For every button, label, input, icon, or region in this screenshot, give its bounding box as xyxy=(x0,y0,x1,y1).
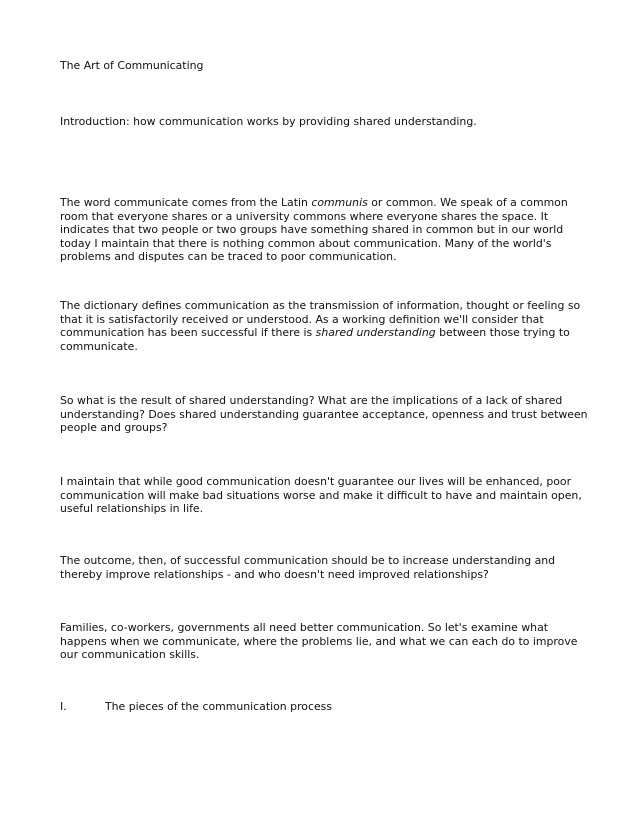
document-title: The Art of Communicating xyxy=(60,59,204,72)
section-title: The pieces of the communication process xyxy=(105,700,333,713)
italic-term-communis: communis xyxy=(311,196,368,209)
section-heading xyxy=(60,700,590,714)
paragraph-latin-origin xyxy=(60,196,590,264)
paragraph-text: The dictionary defines communication as the transmission of information, thought or feeling so that it is satisfactorily received or understood. As a working definition we'll consider that communication has been successful if there is xyxy=(60,299,581,340)
section-number: I. xyxy=(60,700,67,713)
paragraph-text: or common. We speak of a common room that everyone shares or a university commons where everyone shares the space. It indicates that two people or two groups have something shared in common but in our world today I maintain that there is nothing common about communication. Many of the world's problems and disputes can be traced to poor communication. xyxy=(60,196,568,264)
paragraph-poor-communication: I maintain that while good communication doesn't guarantee our lives will be enhanced, poor communication will make bad situations worse and make it difficult to have and maintain open, useful relationships in life. xyxy=(60,475,582,516)
paragraph-shared-understanding-questions: So what is the result of shared understanding? What are the implications of a lack of shared understanding? Does shared understanding guarantee acceptance, openness and trust between people and groups? xyxy=(60,394,588,435)
introduction-line: Introduction: how communication works by providing shared understanding. xyxy=(60,115,477,128)
paragraph-outcome: The outcome, then, of successful communication should be to increase understanding and thereby improve relationships - and who doesn't need improved relationships? xyxy=(60,554,556,581)
paragraph-text: The word communicate comes from the Latin xyxy=(60,196,312,209)
paragraph-text: between those trying to communicate. xyxy=(60,326,570,353)
paragraph-dictionary-definition xyxy=(60,299,590,353)
paragraph-examine: Families, co-workers, governments all need better communication. So let's examine what happens when we communicate, where the problems lie, and what we can each do to improve our communication skills. xyxy=(60,621,578,662)
italic-term-shared-understanding: shared understanding xyxy=(315,326,436,340)
